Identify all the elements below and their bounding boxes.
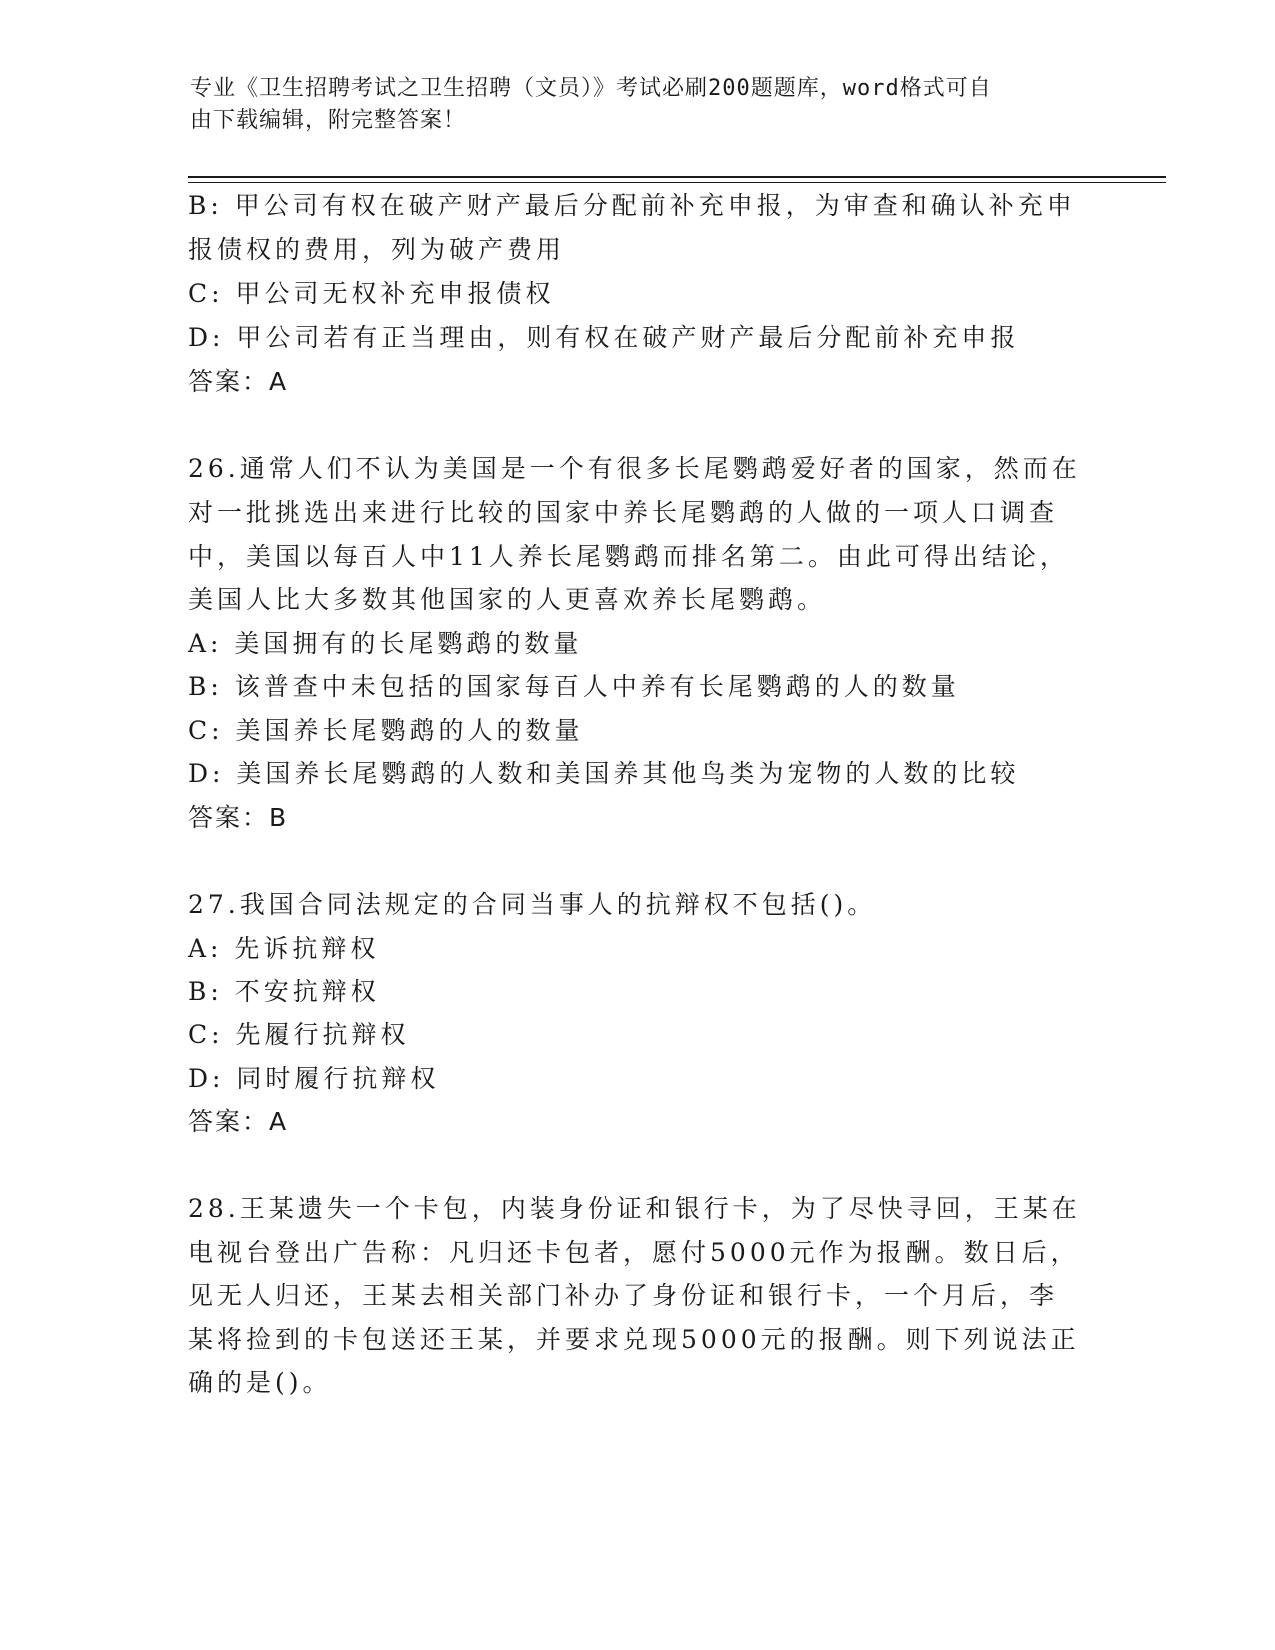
q28-stem-line-4: 某将捡到的卡包送还王某，并要求兑现5000元的报酬。则下列说法正 [188,1325,1080,1354]
q27-option-d: D: 同时履行抗辩权 [188,1064,440,1093]
q25-option-d: D: 甲公司若有正当理由，则有权在破产财产最后分配前补充申报 [188,323,1020,352]
q26-stem-line-1: 26.通常人们不认为美国是一个有很多长尾鹦鹉爱好者的国家，然而在 [188,454,1081,483]
q27-answer: 答案：A [188,1107,289,1136]
q25-option-c: C: 甲公司无权补充申报债权 [188,279,555,308]
q28-stem-line-1: 28.王某遗失一个卡包，内装身份证和银行卡，为了尽快寻回，王某在 [188,1194,1081,1223]
q28-stem-line-2: 电视台登出广告称：凡归还卡包者，愿付5000元作为报酬。数日后， [188,1238,1080,1267]
q25-answer: 答案：A [188,367,289,396]
q27-option-c: C: 先履行抗辩权 [188,1020,410,1049]
q25-option-b-line-2: 报债权的费用，列为破产费用 [188,235,566,264]
q28-stem-line-5: 确的是()。 [188,1368,332,1397]
header-line-2: 由下载编辑，附完整答案！ [190,108,467,133]
document-header [190,73,1070,137]
q26-option-b: B: 该普查中未包括的国家每百人中养有长尾鹦鹉的人的数量 [188,672,960,701]
q25-option-b-line-1: B: 甲公司有权在破产财产最后分配前补充申报，为审查和确认补充申 [188,191,1076,220]
q26-answer: 答案：B [188,803,289,832]
header-line-1: 专业《卫生招聘考试之卫生招聘（文员）》考试必刷200题题库，word格式可自 [190,76,992,101]
q27-option-b: B: 不安抗辩权 [188,977,380,1006]
q26-stem-line-2: 对一批挑选出来进行比较的国家中养长尾鹦鹉的人做的一项人口调查 [188,498,1059,527]
header-divider-thick [188,176,1166,178]
q26-option-c: C: 美国养长尾鹦鹉的人的数量 [188,716,584,745]
q26-option-a: A: 美国拥有的长尾鹦鹉的数量 [188,629,583,658]
q26-stem-line-4: 美国人比大多数其他国家的人更喜欢养长尾鹦鹉。 [188,585,827,614]
q26-option-d: D: 美国养长尾鹦鹉的人数和美国养其他鸟类为宠物的人数的比较 [188,759,1020,788]
q27-option-a: A: 先诉抗辩权 [188,934,380,963]
q26-stem-line-3: 中，美国以每百人中11人养长尾鹦鹉而排名第二。由此可得出结论， [188,542,1069,571]
header-divider-thin [188,182,1166,183]
q28-stem-line-3: 见无人归还，王某去相关部门补办了身份证和银行卡，一个月后，李 [188,1281,1059,1310]
q27-stem: 27.我国合同法规定的合同当事人的抗辩权不包括()。 [188,890,877,919]
